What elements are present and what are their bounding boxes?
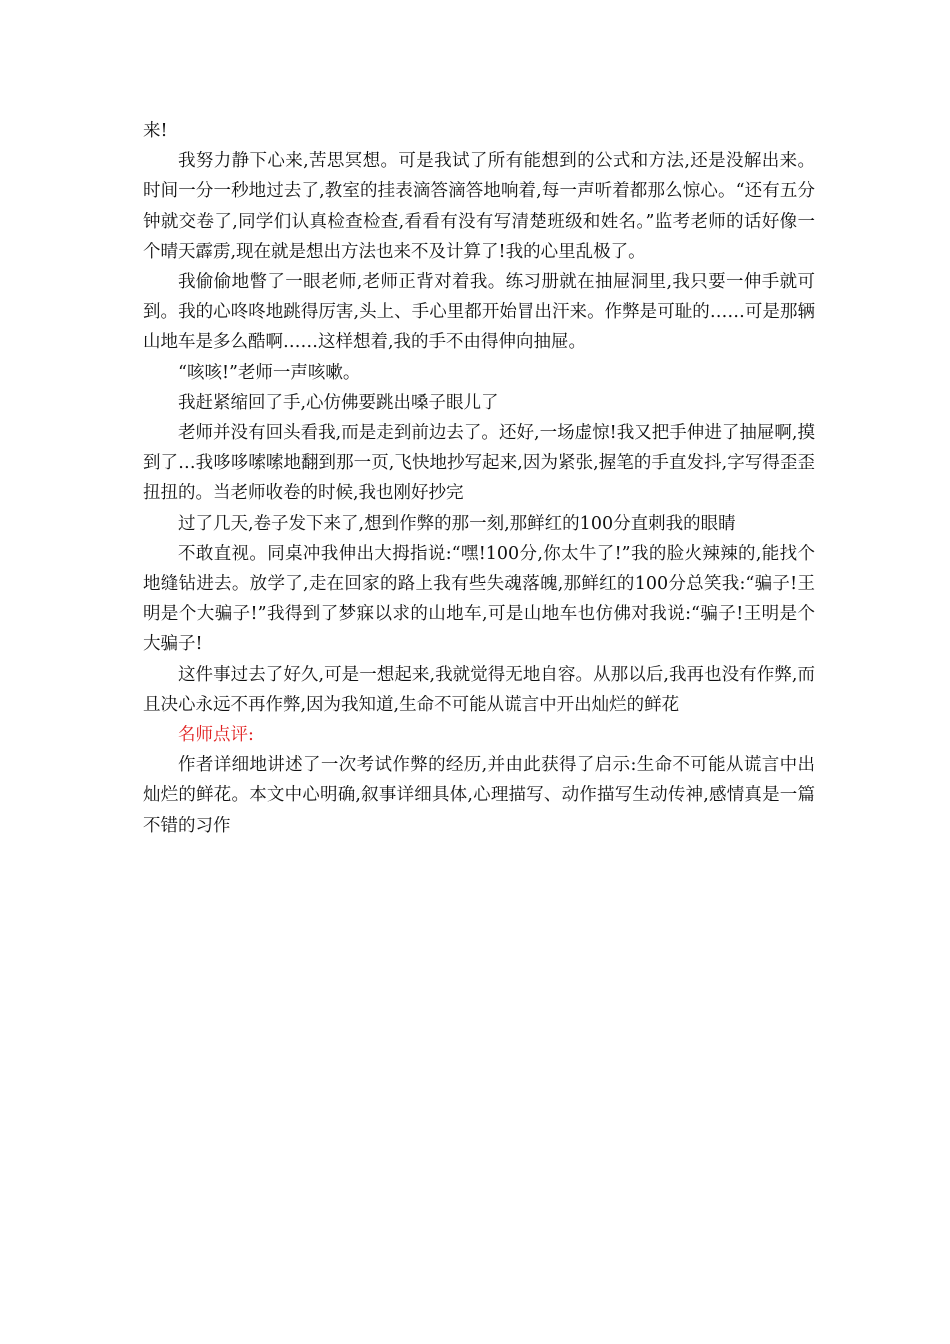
paragraph: 我努力静下心来,苦思冥想。可是我试了所有能想到的公式和方法,还是没解出来。时间一分一秒地过去了,教室的挂表滴答滴答地响着,每一声听着都那么惊心。“还有五分钟就交卷了,同学们认真检查检查,看看有没有写清楚班级和姓名。”监考老师的话好像一个晴天霹雳,现在就是想出方法也来不及计算了!我的心里乱极了。 <box>143 151 815 262</box>
paragraph: 不敢直视。同桌冲我伸出大拇指说:“嘿!100分,你太牛了!”我的脸火辣辣的,能找个地缝钻进去。放学了,走在回家的路上我有些失魂落魄,那鲜红的100分总笑我:“骗子!王明是个大骗子!”我得到了梦寐以求的山地车,可是山地车也仿佛对我说:“骗子!王明是个大骗子! <box>143 543 815 655</box>
paragraph: 我赶紧缩回了手,心仿佛要跳出嗓子眼儿了 <box>178 392 499 413</box>
paragraph: 这件事过去了好久,可是一想起来,我就觉得无地自容。从那以后,我再也没有作弊,而且决心永远不再作弊,因为我知道,生命不可能从谎言中开出灿烂的鲜花 <box>143 664 815 715</box>
paragraph: “咳咳!”老师一声咳嗽。 <box>178 362 361 383</box>
paragraph: 我偷偷地瞥了一眼老师,老师正背对着我。练习册就在抽屉洞里,我只要一伸手就可到。我的心咚咚地跳得厉害,头上、手心里都开始冒出汗来。作弊是可耻的……可是那辆山地车是多么酷啊……这样想着,我的手不由得伸向抽屉。 <box>143 272 815 353</box>
document-body <box>143 116 815 841</box>
paragraph: 老师并没有回头看我,而是走到前边去了。还好,一场虚惊!我又把手伸进了抽屉啊,摸到了…我哆哆嗦嗦地翻到那一页,飞快地抄写起来,因为紧张,握笔的手直发抖,字写得歪歪扭扭的。当老师收卷的时候,我也刚好抄完 <box>143 423 815 504</box>
review-heading: 名师点评: <box>178 725 254 746</box>
review-text: 作者详细地讲述了一次考试作弊的经历,并由此获得了启示:生命不可能从谎言中出灿烂的鲜花。本文中心明确,叙事详细具体,心理描写、动作描写生动传神,感情真是一篇不错的习作 <box>143 755 815 836</box>
paragraph-continuation: 来! <box>143 121 168 141</box>
paragraph: 过了几天,卷子发下来了,想到作弊的那一刻,那鲜红的100分直刺我的眼睛 <box>178 513 736 534</box>
